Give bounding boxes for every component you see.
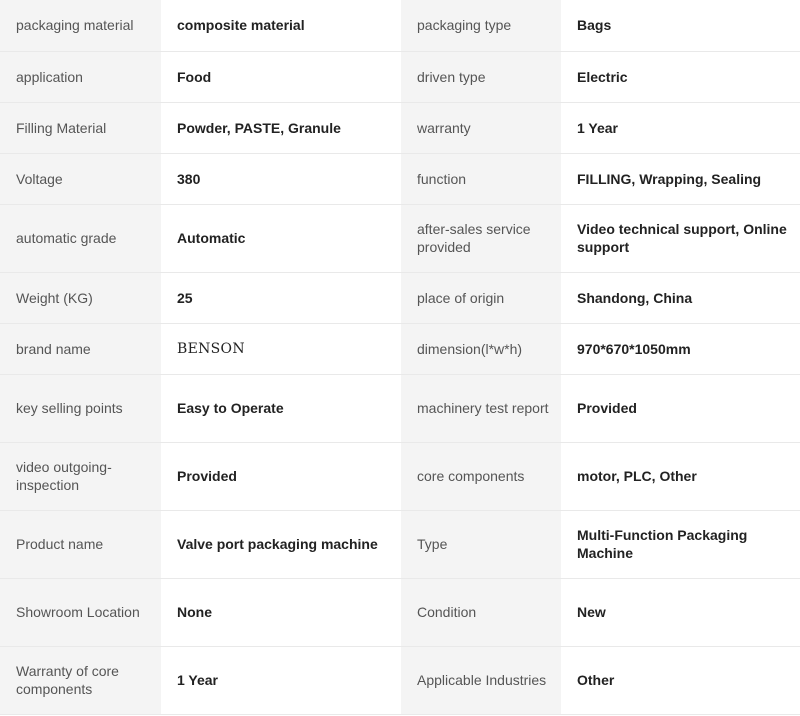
spec-label: Condition xyxy=(401,578,561,646)
spec-value: Valve port packaging machine xyxy=(161,510,401,578)
spec-value: Video technical support, Online support xyxy=(561,204,800,272)
spec-value: Electric xyxy=(561,51,800,102)
spec-label: Warranty of core components xyxy=(0,646,161,714)
spec-label: Filling Material xyxy=(0,102,161,153)
spec-value: 380 xyxy=(161,153,401,204)
spec-value: None xyxy=(161,578,401,646)
spec-value: Automatic xyxy=(161,204,401,272)
spec-label: Showroom Location xyxy=(0,578,161,646)
spec-row xyxy=(0,510,800,578)
spec-value: composite material xyxy=(161,0,401,51)
spec-label: place of origin xyxy=(401,272,561,323)
spec-value: Provided xyxy=(161,442,401,510)
spec-label: Product name xyxy=(0,510,161,578)
spec-row xyxy=(0,374,800,442)
spec-row xyxy=(0,204,800,272)
spec-label: key selling points xyxy=(0,374,161,442)
spec-value: Multi-Function Packaging Machine xyxy=(561,510,800,578)
spec-label: machinery test report xyxy=(401,374,561,442)
spec-label: after-sales service provided xyxy=(401,204,561,272)
spec-label: application xyxy=(0,51,161,102)
spec-row xyxy=(0,442,800,510)
spec-value: Powder, PASTE, Granule xyxy=(161,102,401,153)
spec-label: Applicable Industries xyxy=(401,646,561,714)
spec-value: Food xyxy=(161,51,401,102)
spec-label: Voltage xyxy=(0,153,161,204)
spec-value: 970*670*1050mm xyxy=(561,323,800,374)
spec-label: brand name xyxy=(0,323,161,374)
spec-value: Bags xyxy=(561,0,800,51)
brand-name-value: BENSON xyxy=(161,323,401,374)
spec-label: Weight (KG) xyxy=(0,272,161,323)
spec-label: automatic grade xyxy=(0,204,161,272)
spec-value: Provided xyxy=(561,374,800,442)
spec-value: Easy to Operate xyxy=(161,374,401,442)
spec-value: Shandong, China xyxy=(561,272,800,323)
spec-row xyxy=(0,0,800,51)
spec-value: 25 xyxy=(161,272,401,323)
spec-value: Other xyxy=(561,646,800,714)
spec-row xyxy=(0,323,800,374)
spec-label: packaging material xyxy=(0,0,161,51)
spec-value: FILLING, Wrapping, Sealing xyxy=(561,153,800,204)
spec-row xyxy=(0,646,800,714)
spec-label: core components xyxy=(401,442,561,510)
spec-value: motor, PLC, Other xyxy=(561,442,800,510)
spec-row xyxy=(0,578,800,646)
spec-label: Type xyxy=(401,510,561,578)
spec-row xyxy=(0,102,800,153)
spec-label: packaging type xyxy=(401,0,561,51)
spec-label: dimension(l*w*h) xyxy=(401,323,561,374)
spec-label: video outgoing-inspection xyxy=(0,442,161,510)
spec-row xyxy=(0,51,800,102)
spec-label: driven type xyxy=(401,51,561,102)
spec-value: 1 Year xyxy=(161,646,401,714)
spec-label: function xyxy=(401,153,561,204)
spec-value: 1 Year xyxy=(561,102,800,153)
spec-label: warranty xyxy=(401,102,561,153)
spec-row xyxy=(0,272,800,323)
spec-value: New xyxy=(561,578,800,646)
spec-row xyxy=(0,153,800,204)
